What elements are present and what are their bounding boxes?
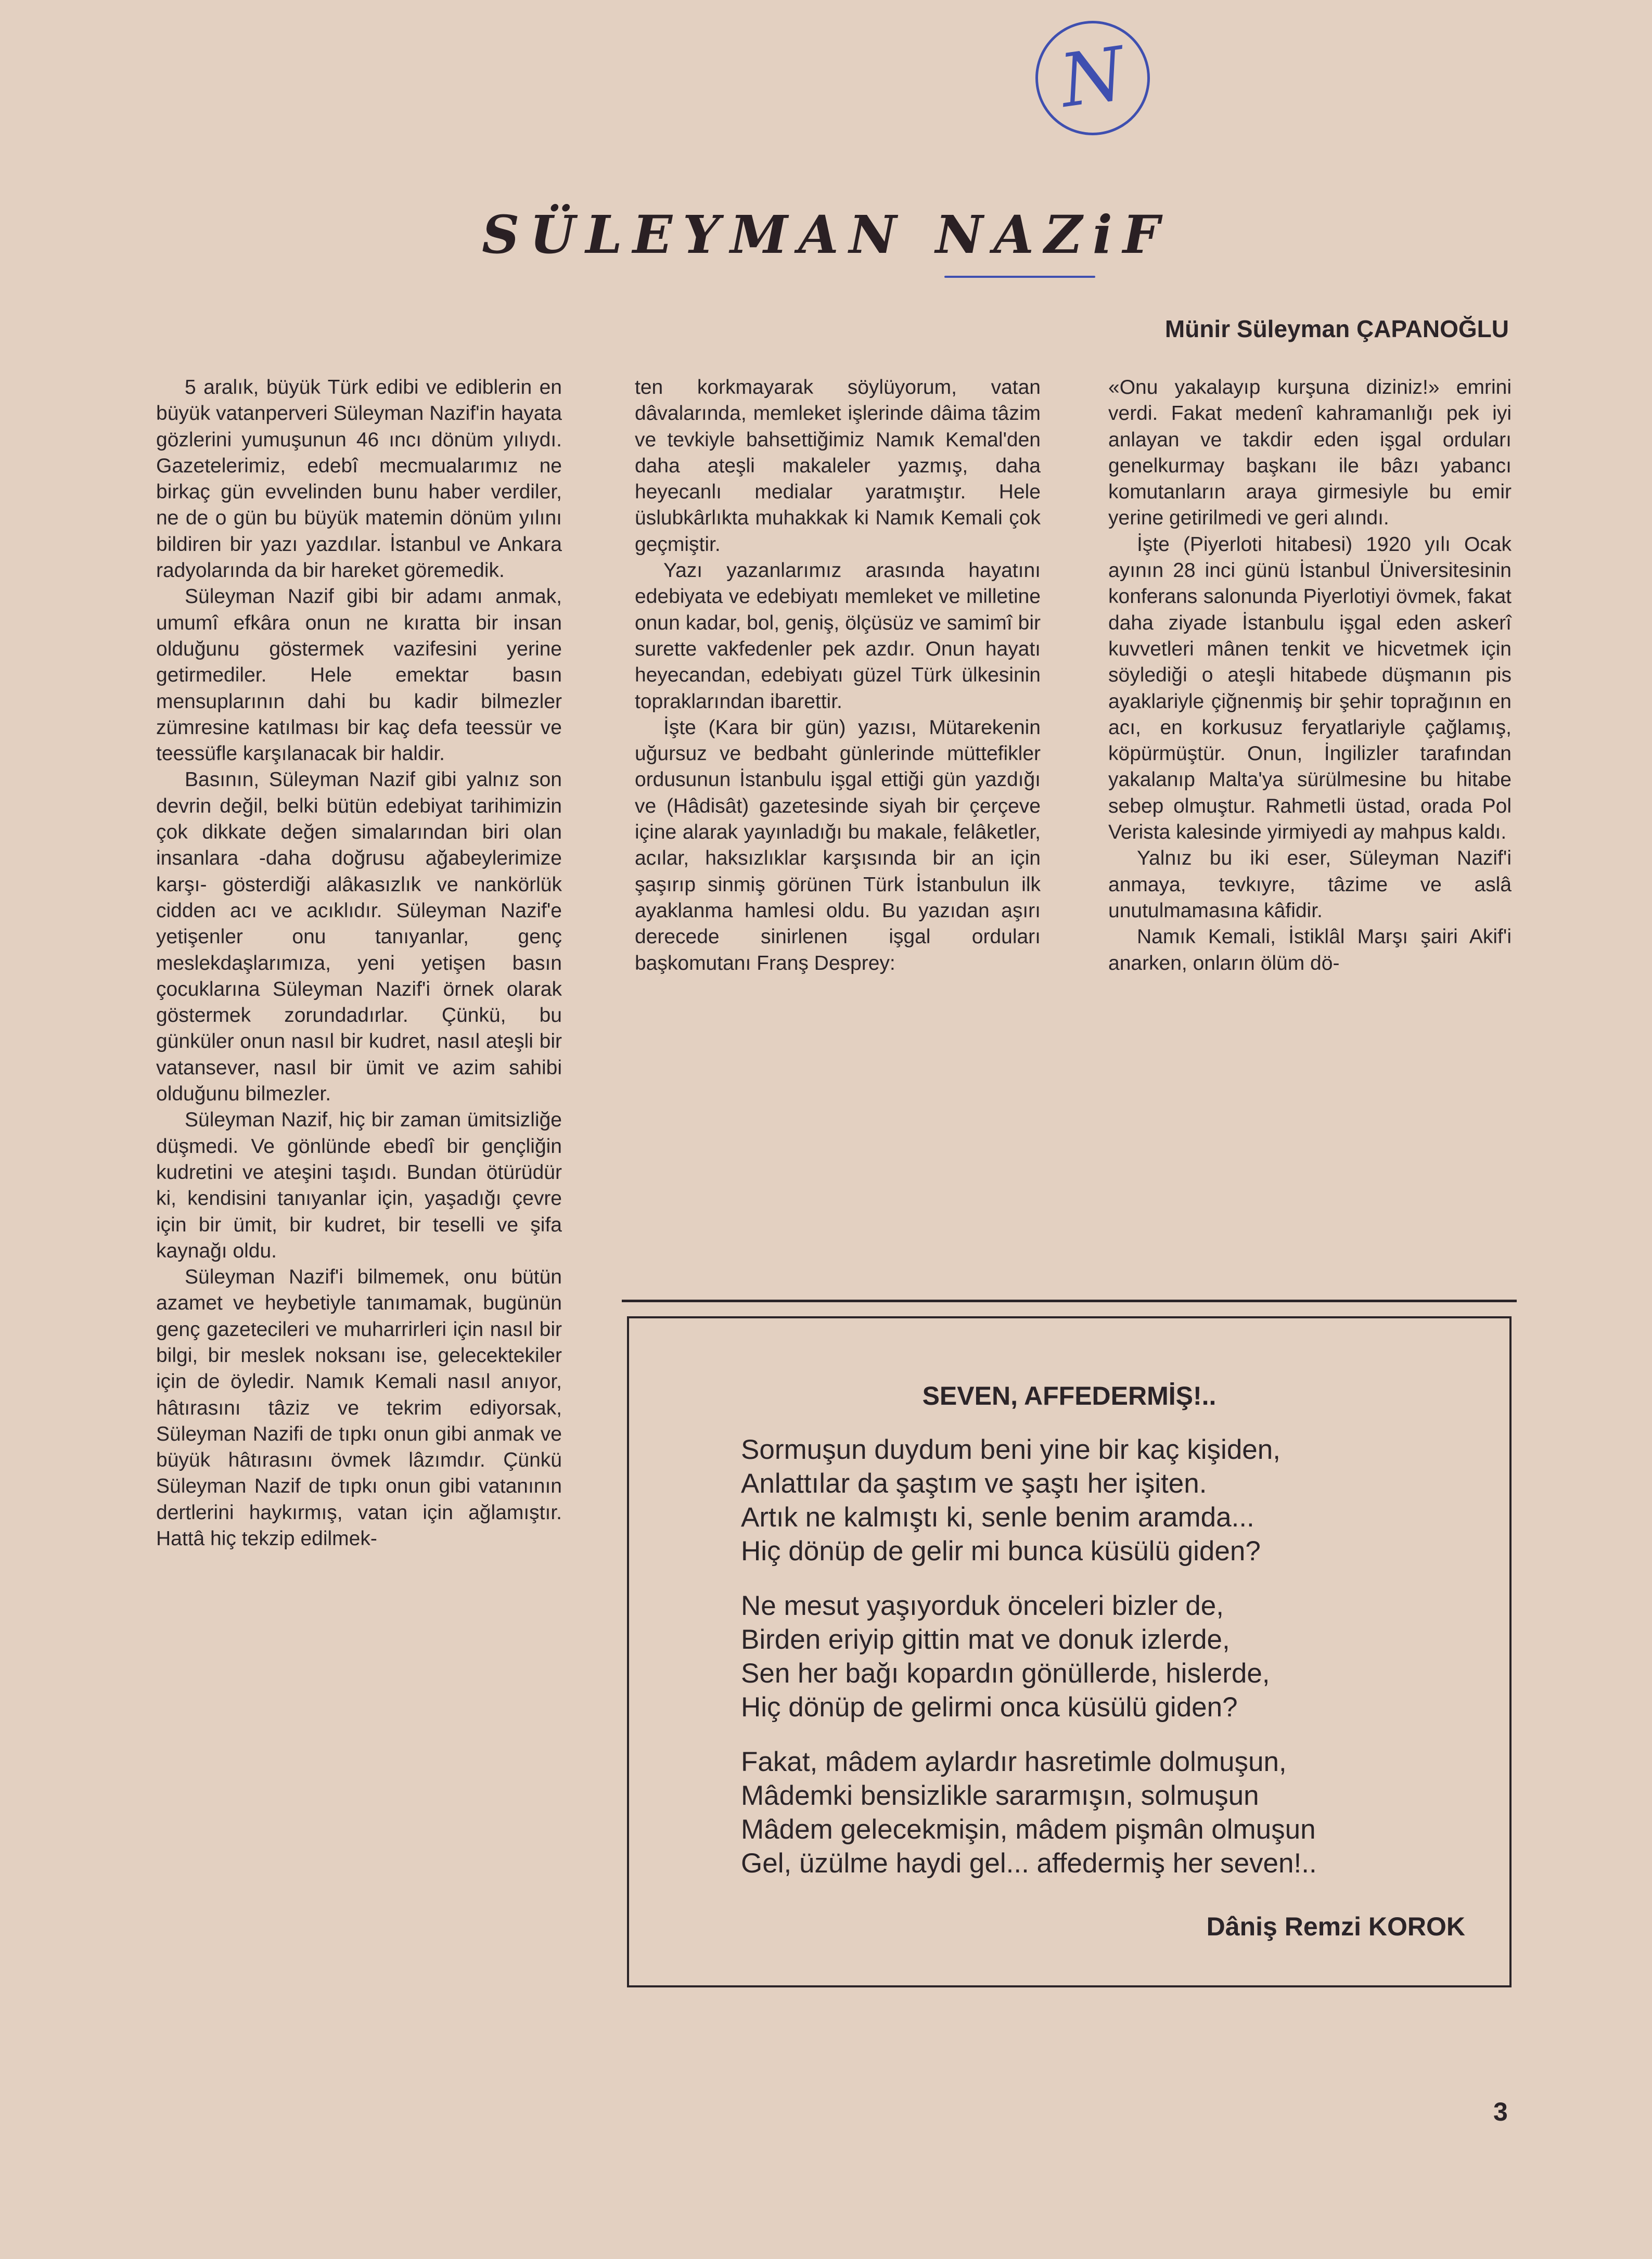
poem-title: SEVEN, AFFEDERMİŞ!.. — [922, 1381, 1216, 1410]
poem-line: Ne mesut yaşıyorduk önceleri bizler de, — [741, 1590, 1224, 1621]
article-column-1 — [156, 375, 562, 1552]
poem-line: Birden eriyip gittin mat ve donuk izlerde, — [741, 1624, 1230, 1655]
divider-rule — [622, 1300, 1517, 1302]
paragraph: Yazı yazanlarımız arasında hayatını edebiyata ve edebiyatı memleket ve milletine onun kadar, bol, geniş, ölçüsüz ve samimî bir surette vakfedenler pek azdır. Onun hayatı heyecandan, edebiyatı güzel Türk ülkesinin topraklarından ibarettir. — [635, 559, 1041, 713]
paragraph: Süleyman Nazif, hiç bir zaman ümitsizliğe düşmedi. Ve gönlünde ebedî bir gençliğin kudretini ve ateşini taşıdı. Bundan ötürüdür ki, kendisini tanıyanlar için, yaşadığı çevre için bir ümit, bir kudret, bir teselli ve şifa kaynağı oldu. — [156, 1109, 562, 1262]
paragraph: İşte (Kara bir gün) yazısı, Mütarekenin uğursuz ve bedbaht günlerinde müttefikler ordusunun İstanbulu işgal ettiği gün yazdığı ve (Hâdisât) gazetesinde siyah bir çerçeve içine alarak yayınladığı bu makale, felâketler, acılar, haksızlıklar karşısında bir an için şaşırıp sinmiş görünen Türk İstanbulun ilk ayaklanma hamlesi oldu. Bu yazıdan aşırı derecede sinirlenen işgal orduları başkomutanı Franş Desprey: — [635, 716, 1041, 974]
poem-author: Dâniş Remzi KOROK — [1206, 1912, 1465, 1941]
paragraph: 5 aralık, büyük Türk edibi ve ediblerin en büyük vatanperveri Süleyman Nazif'in hayata gözlerini yumuşunun 46 ıncı dönüm yılıydı. Gazetelerimiz, edebî mecmualarımız ne birkaç gün evvelinden bunu haber verdiler, ne de o gün bu büyük matemin dönüm yılını bildiren bir yazı yazdılar. İstanbul ve Ankara radyolarında da bir hareket göremedik. — [156, 376, 562, 582]
paragraph: Namık Kemali, İstiklâl Marşı şairi Akif'i anarken, onların ölüm dö- — [1108, 926, 1512, 974]
poem-stanza — [741, 1433, 1317, 1568]
poem-stanza — [741, 1589, 1317, 1724]
article-column-3 — [1108, 375, 1512, 977]
paragraph: İşte (Piyerloti hitabesi) 1920 yılı Ocak ayının 28 inci günü İstanbul Üniversitesinin konferans salonunda Piyerlotiyi övmek, fakat daha ziyade İstanbulu işgal eden askerî kuvvetleri mânen tenkit ve hicvetmek için söylediği o ateşli hitabede düşmanın pis ayaklariyle çiğnenmiş bir şehir toprağının en acı, en korkusuz feryatlariyle çağlamış, köpürmüştür. Onun, İngilizler tarafından yakalanıp Malta'ya sürülmesine bu hitabe sebep olmuştur. Rahmetli üstad, orada Pol Verista kalesinde yirmiyedi ay mahpus kaldı. — [1108, 533, 1512, 844]
title-underline — [944, 276, 1095, 278]
poem-line: Sen her bağı kopardın gönüllerde, hislerde, — [741, 1658, 1270, 1689]
poem-line: Anlattılar da şaştım ve şaştı her işiten. — [741, 1468, 1207, 1499]
poem-box — [627, 1316, 1512, 1987]
paragraph: Süleyman Nazif'i bilmemek, onu bütün azamet ve heybetiyle tanımamak, bugünün genç gazetecileri ve muharrirleri için nasıl bir bilgi, bir meslek noksanı ise, gelecektekiler için de öyledir. Namık Kemali nasıl anıyor, hâtırasını tâziz ve tekrim ediyorsak, Süleyman Nazifi de tıpkı onun gibi anmak ve büyük hâtırasını övmek lâzımdır. Çünkü Süleyman Nazif de tıpkı onun gibi vatanının dertlerini haykırmış, vatan için ağlamıştır. Hattâ hiç tekzip edilmek- — [156, 1266, 562, 1550]
poem-line: Gel, üzülme haydi gel... affedermiş her seven!.. — [741, 1848, 1317, 1879]
poem-line: Fakat, mâdem aylardır hasretimle dolmuşun, — [741, 1747, 1287, 1777]
article-column-2 — [635, 375, 1041, 977]
poem-line: Hiç dönüp de gelirmi onca küsülü giden? — [741, 1692, 1238, 1723]
poem-body — [741, 1433, 1317, 1901]
poem-line: Artık ne kalmıştı ki, senle benim aramda... — [741, 1502, 1254, 1533]
poem-line: Hiç dönüp de gelir mi bunca küsülü giden? — [741, 1536, 1261, 1567]
handwritten-n-mark: N — [1028, 14, 1157, 143]
paragraph: Basının, Süleyman Nazif gibi yalnız son devrin değil, belki bütün edebiyat tarihimizin çok dikkate değen simalarından biri olan insanlara -daha doğrusu ağabeylerimize karşı- gösterdiği alâkasızlık ve nankörlük cidden acı ve acıklıdır. Süleyman Nazif'e yetişenler onu tanıyanlar, genç meslekdaşlarımıza, yeni yetişen basın çocuklarına Süleyman Nazif'i örnek olarak göstermek zorundadırlar. Çünkü, bu günküler onun nasıl bir kudret, nasıl ateşli bir vatansever, nasıl bir ümit ve azim sahibi olduğunu bilmezler. — [156, 768, 562, 1106]
poem-line: Sormuşun duydum beni yine bir kaç kişiden, — [741, 1434, 1280, 1465]
paragraph: Yalnız bu iki eser, Süleyman Nazif'i anmaya, tevkıyre, tâzime ve aslâ unutulmamasına kâfidir. — [1108, 847, 1512, 922]
paragraph: «Onu yakalayıp kurşuna diziniz!» emrini verdi. Fakat medenî kahramanlığı pek iyi anlayan ve takdir eden işgal orduları genelkurmay başkanı ile bâzı yabancı komutanların araya girmesiyle bu emir yerine getirilmedi ve geri alındı. — [1108, 376, 1512, 530]
paragraph: Süleyman Nazif gibi bir adamı anmak, umumî efkâra onun ne kıratta bir insan olduğunu göstermek vazifesini yerine getirmediler. Hele emektar basın mensuplarının dahi bu kadir bilmezler zümresine katılması bir kaç defa teessür ve teessüfle karşılanacak bir haldir. — [156, 585, 562, 765]
paragraph: ten korkmayarak söylüyorum, vatan dâvalarında, memleket işlerinde dâima tâzim ve tevkiyle bahsettiğimiz Namık Kemal'den daha ateşli makaleler yazmış, daha heyecanlı medialar yaratmıştır. Hele üslubkârlıkta muhakkak ki Namık Kemali çok geçmiştir. — [635, 376, 1041, 556]
poem-line: Mâdem gelecekmişin, mâdem pişmân olmuşun — [741, 1814, 1316, 1845]
article-title: SÜLEYMAN NAZiF — [482, 204, 1170, 265]
article-author: Münir Süleyman ÇAPANOĞLU — [1164, 315, 1509, 342]
poem-stanza — [741, 1745, 1317, 1880]
poem-line: Mâdemki bensizlikle sararmışın, solmuşun — [741, 1780, 1259, 1811]
page-number: 3 — [1493, 2097, 1508, 2126]
